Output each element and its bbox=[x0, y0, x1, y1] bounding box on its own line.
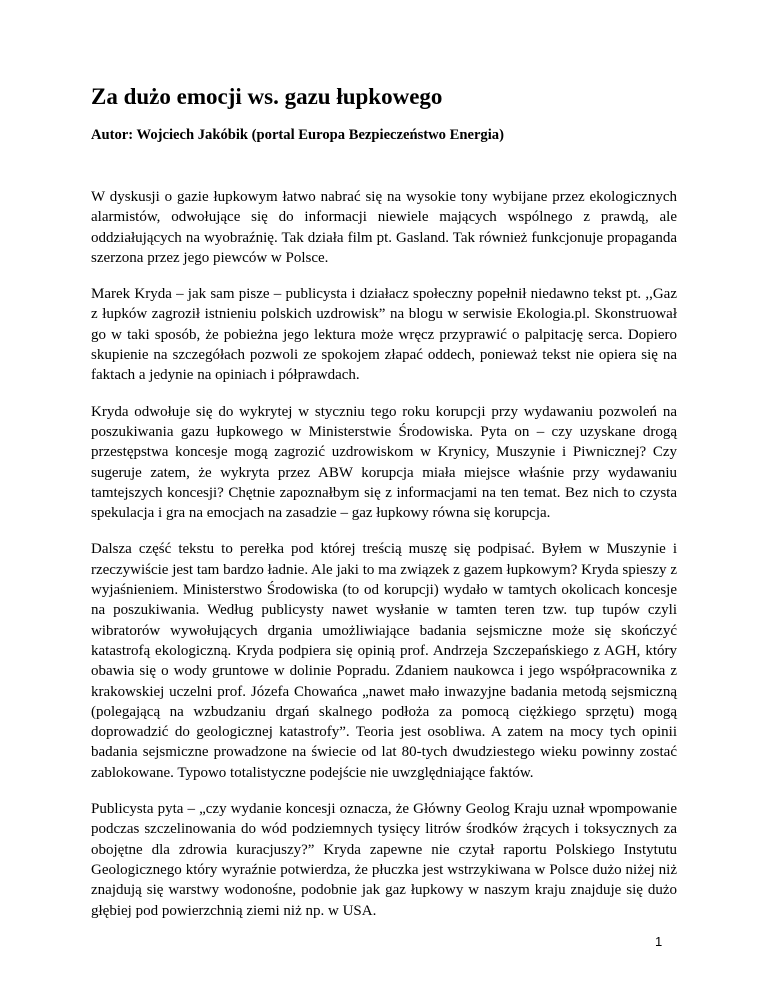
paragraph: Publicysta pyta – „czy wydanie koncesji oznacza, że Główny Geolog Kraju uznał wpompowanie podczas szczelinowania do wód podziemnych tysięcy litrów środków żrących i toksycznych za obojętne dla zdrowia kuracjuszy?” Kryda zapewne nie czytał raportu Polskiego Instytutu Geologicznego który wyraźnie potwierdza, że płuczka jest wstrzykiwana w Polsce dużo niżej niż znajdują się warstwy wodonośne, podobnie jak gaz łupkowy w naszym kraju znajduje się dużo głębiej pod powierzchnią ziemi niż np. w USA. bbox=[91, 801, 677, 919]
paragraph: Dalsza część tekstu to perełka pod której treścią muszę się podpisać. Byłem w Muszynie i rzeczywiście jest tam bardzo ładnie. Ale jaki to ma związek z gazem łupkowym? Kryda spieszy z wyjaśnieniem. Ministerstwo Środowiska (to od korupcji) wydało w tamtych okolicach koncesje na poszukiwania. Według publicysty nawet wysłanie w tamten teren tzw. tup tupów czyli wibratorów wywołujących drgania umożliwiające badania sejsmiczne może się skończyć katastrofą ekologiczną. Kryda podpiera się opinią prof. Andrzeja Szczepańskiego z AGH, który obawia się o wody gruntowe w dolinie Popradu. Zdaniem naukowca i jego współpracownika z krakowskiej uczelni prof. Józefa Chowańca „nawet mało inwazyjne badania metodą sejsmiczną (polegającą na wzbudzaniu drgań skalnego podłoża za pomocą ciężkiego sprzętu) mogą doprowadzić do geologicznej katastrofy”. Teoria jest osobliwa. A zatem na mocy tych opinii badania sejsmiczne prowadzone na świecie od lat 80-tych dwudziestego wieku powinny zostać zablokowane. Typowo totalistyczne podejście nie uwzględniające faktów. bbox=[91, 541, 677, 781]
article-author: Autor: Wojciech Jakóbik (portal Europa Bezpieczeństwo Energia) bbox=[91, 127, 504, 143]
paragraph: Kryda odwołuje się do wykrytej w styczniu tego roku korupcji przy wydawaniu pozwoleń na poszukiwania gazu łupkowego w Ministerstwie Środowiska. Pyta on – czy uzyskane drogą przestępstwa koncesje mogą zagrozić uzdrowiskom w Krynicy, Muszynie i Piwnicznej? Czy sugeruje zatem, że wykryta przez ABW korupcja miała miejsce właśnie przy wydawaniu tamtejszych koncesji? Chętnie zapoznałbym się z informacjami na ten temat. Bez nich to czysta spekulacja i gra na emocjach na zasadzie – gaz łupkowy równa się korupcja. bbox=[91, 403, 677, 522]
article-title: Za dużo emocji ws. gazu łupkowego bbox=[91, 84, 443, 109]
paragraph: W dyskusji o gazie łupkowym łatwo nabrać się na wysokie tony wybijane przez ekologicznych alarmistów, odwołujące się do informacji niewiele mających wspólnego z prawdą, ale oddziałujących na wyobraźnię. Tak działa film pt. Gasland. Tak również funkcjonuje propaganda szerzona przez jego piewców w Polsce. bbox=[91, 189, 677, 266]
article-body bbox=[91, 187, 677, 937]
paragraph: Marek Kryda – jak sam pisze – publicysta i działacz społeczny popełnił niedawno tekst pt. ,,Gaz z łupków zagroził istnieniu polskich uzdrowisk” na blogu w serwisie Ekologia.pl. Skonstruował go w taki sposób, że pobieżna jego lektura może wręcz przyprawić o palpitację serca. Dopiero skupienie na szczegółach pozwoli ze spokojem złapać oddech, ponieważ tekst nie opiera się na faktach a jedynie na opiniach i półprawdach. bbox=[91, 286, 677, 384]
page-number: 1 bbox=[655, 934, 663, 949]
